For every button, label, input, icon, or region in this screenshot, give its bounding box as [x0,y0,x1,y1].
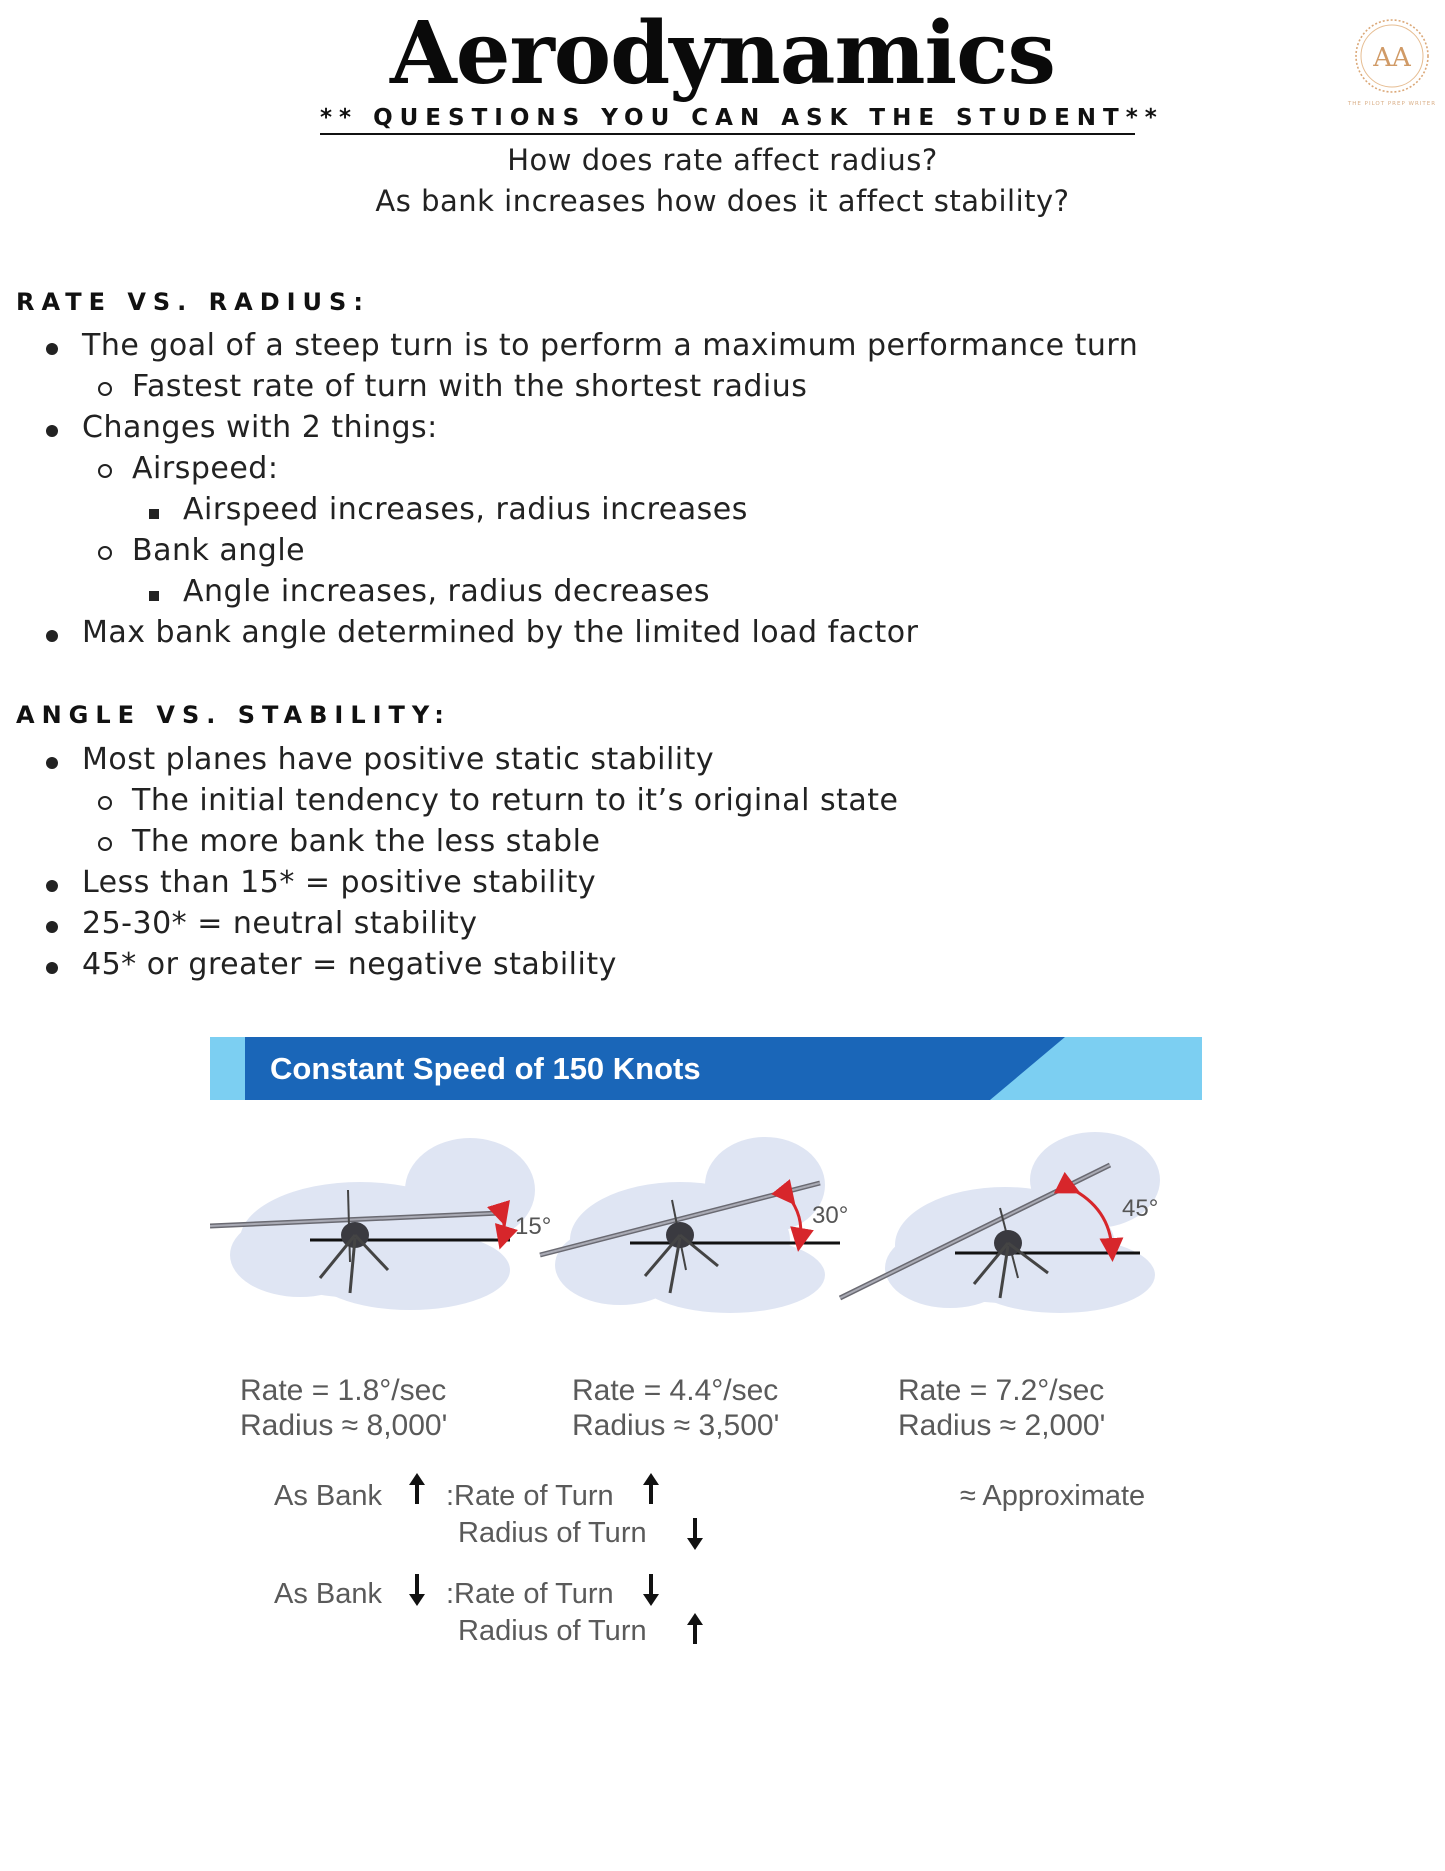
hollow-bullet-icon [98,530,112,571]
bank-angle-diagram [210,1030,1210,1650]
question-1: How does rate affect radius? [507,143,938,177]
legend-rate-up: :Rate of Turn [446,1480,614,1512]
rate-label-30: Rate = 4.4°/sec [572,1374,779,1407]
arrow-down-icon [409,1574,425,1606]
bullet-icon [46,407,58,448]
bullet-icon [46,612,58,653]
question-2: As bank increases how does it affect stability? [375,184,1070,218]
hollow-bullet-icon [98,366,112,407]
bullet-icon [46,739,58,780]
arrow-down-icon [687,1518,703,1550]
list-item: Angle increases, radius decreases [183,571,710,612]
legend-approximate: ≈ Approximate [960,1480,1146,1512]
list-item: The initial tendency to return to it’s original state [132,780,898,821]
hollow-bullet-icon [98,448,112,489]
legend-as-bank-down: As Bank [274,1578,382,1610]
list-item: Most planes have positive static stability [82,739,714,780]
square-bullet-icon [149,571,159,612]
logo [1341,10,1443,112]
subtitle: ** QUESTIONS YOU CAN ASK THE STUDENT** [320,103,1135,135]
bullet-icon [46,325,58,366]
legend-as-bank-up: As Bank [274,1480,382,1512]
logo-tagline: THE PILOT PREP WRITER [1347,101,1437,107]
arrow-up-icon [409,1473,425,1504]
list-item: Changes with 2 things: [82,407,438,448]
page-title: Aerodynamics [390,3,1055,104]
list-item: Airspeed: [132,448,278,489]
radius-label-15: Radius ≈ 8,000' [240,1409,448,1442]
angle-label-30: 30° [812,1202,849,1229]
list-item: The more bank the less stable [132,821,600,862]
list-item: 45* or greater = negative stability [82,944,617,985]
list-item: Less than 15* = positive stability [82,862,596,903]
bullet-icon [46,944,58,985]
legend-radius-up: Radius of Turn [458,1615,647,1647]
list-item: Airspeed increases, radius increases [183,489,748,530]
legend-radius-down: Radius of Turn [458,1517,647,1549]
rate-label-45: Rate = 7.2°/sec [898,1374,1105,1407]
list-item: 25-30* = neutral stability [82,903,478,944]
square-bullet-icon [149,489,159,530]
list-item: Max bank angle determined by the limited load factor [82,612,918,653]
hollow-bullet-icon [98,780,112,821]
rate-label-15: Rate = 1.8°/sec [240,1374,447,1407]
list-item: Fastest rate of turn with the shortest radius [132,366,807,407]
angle-label-45: 45° [1122,1195,1159,1222]
list-item: Bank angle [132,530,305,571]
list-item: The goal of a steep turn is to perform a maximum performance turn [82,325,1138,366]
radius-label-45: Radius ≈ 2,000' [898,1409,1106,1442]
cloud-2 [555,1137,825,1313]
section-heading-rate-vs-radius: RATE VS. RADIUS: [16,288,370,316]
radius-label-30: Radius ≈ 3,500' [572,1409,780,1442]
section-heading-angle-vs-stability: ANGLE VS. STABILITY: [16,701,451,729]
bullet-icon [46,862,58,903]
arrow-up-icon [687,1613,703,1644]
banner-title: Constant Speed of 150 Knots [270,1051,701,1086]
legend-rate-down: :Rate of Turn [446,1578,614,1610]
logo-monogram: AA [1373,43,1411,73]
hollow-bullet-icon [98,821,112,862]
angle-label-15: 15° [515,1213,552,1240]
bullet-icon [46,903,58,944]
arrow-up-icon [643,1473,659,1504]
cloud-3 [885,1132,1160,1313]
arrow-down-icon [643,1574,659,1606]
